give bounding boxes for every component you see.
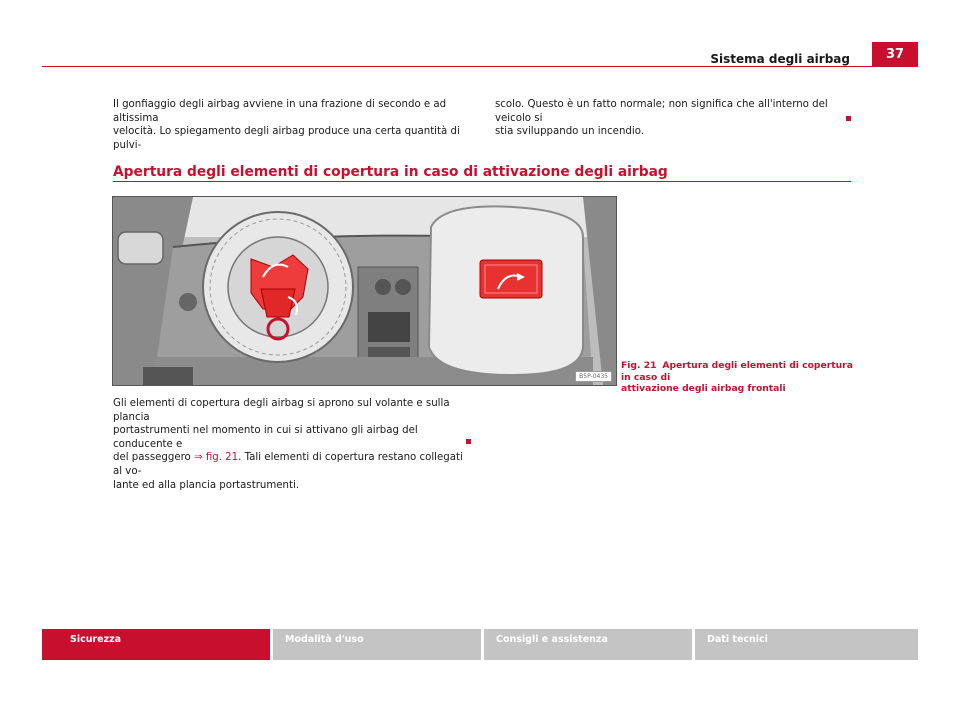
text-segment: del passeggero bbox=[113, 452, 191, 464]
figure-caption bbox=[621, 360, 861, 395]
text-line: velocità. Lo spiegamento degli airbag produce una certa quantità di pulvi- bbox=[113, 126, 460, 151]
text-segment: . Tali elementi di copertura restano collegati al vo- bbox=[113, 452, 463, 477]
intro-paragraph-left bbox=[113, 98, 483, 152]
caption-text: Apertura degli elementi di copertura in caso di bbox=[621, 360, 853, 383]
text-line bbox=[113, 451, 471, 478]
section-heading: Apertura degli elementi di copertura in caso di attivazione degli airbag bbox=[113, 164, 668, 180]
text-line: scolo. Questo è un fatto normale; non significa che all'interno del veicolo si bbox=[495, 99, 828, 124]
nav-tab-consigli-assistenza[interactable]: Consigli e assistenza bbox=[484, 629, 692, 660]
text-line: lante ed alla plancia portastrumenti. bbox=[113, 479, 300, 491]
header-rule bbox=[42, 66, 918, 67]
text-line: stia sviluppando un incendio. bbox=[495, 126, 644, 138]
airbag-figure bbox=[112, 196, 617, 386]
nav-tab-modalita-uso[interactable]: Modalità d'uso bbox=[273, 629, 481, 660]
section-rule bbox=[113, 181, 851, 182]
body-paragraph bbox=[113, 397, 471, 492]
running-header-title: Sistema degli airbag bbox=[710, 52, 850, 66]
figure-reference-link[interactable]: ⇒ fig. 21 bbox=[194, 452, 239, 464]
nav-tab-dati-tecnici[interactable]: Dati tecnici bbox=[695, 629, 918, 660]
nav-tab-sicurezza[interactable]: Sicurezza bbox=[42, 629, 270, 660]
caption-line: attivazione degli airbag frontali bbox=[621, 383, 786, 395]
intro-paragraph-right bbox=[495, 98, 865, 139]
text-line: Gli elementi di copertura degli airbag si aprono sul volante e sulla plancia bbox=[113, 398, 450, 423]
airbag-illustration bbox=[113, 197, 616, 385]
text-line: portastrumenti nel momento in cui si attivano gli airbag del conducente e bbox=[113, 425, 418, 450]
figure-label: Fig. 21 bbox=[621, 360, 657, 371]
end-of-section-marker bbox=[846, 116, 851, 121]
page-number: 37 bbox=[872, 42, 918, 66]
figure-code: B5P-0435 bbox=[575, 371, 612, 382]
text-line: Il gonfiaggio degli airbag avviene in una frazione di secondo e ad altissima bbox=[113, 99, 447, 124]
end-of-section-marker bbox=[466, 439, 471, 444]
caption-line bbox=[621, 360, 861, 383]
